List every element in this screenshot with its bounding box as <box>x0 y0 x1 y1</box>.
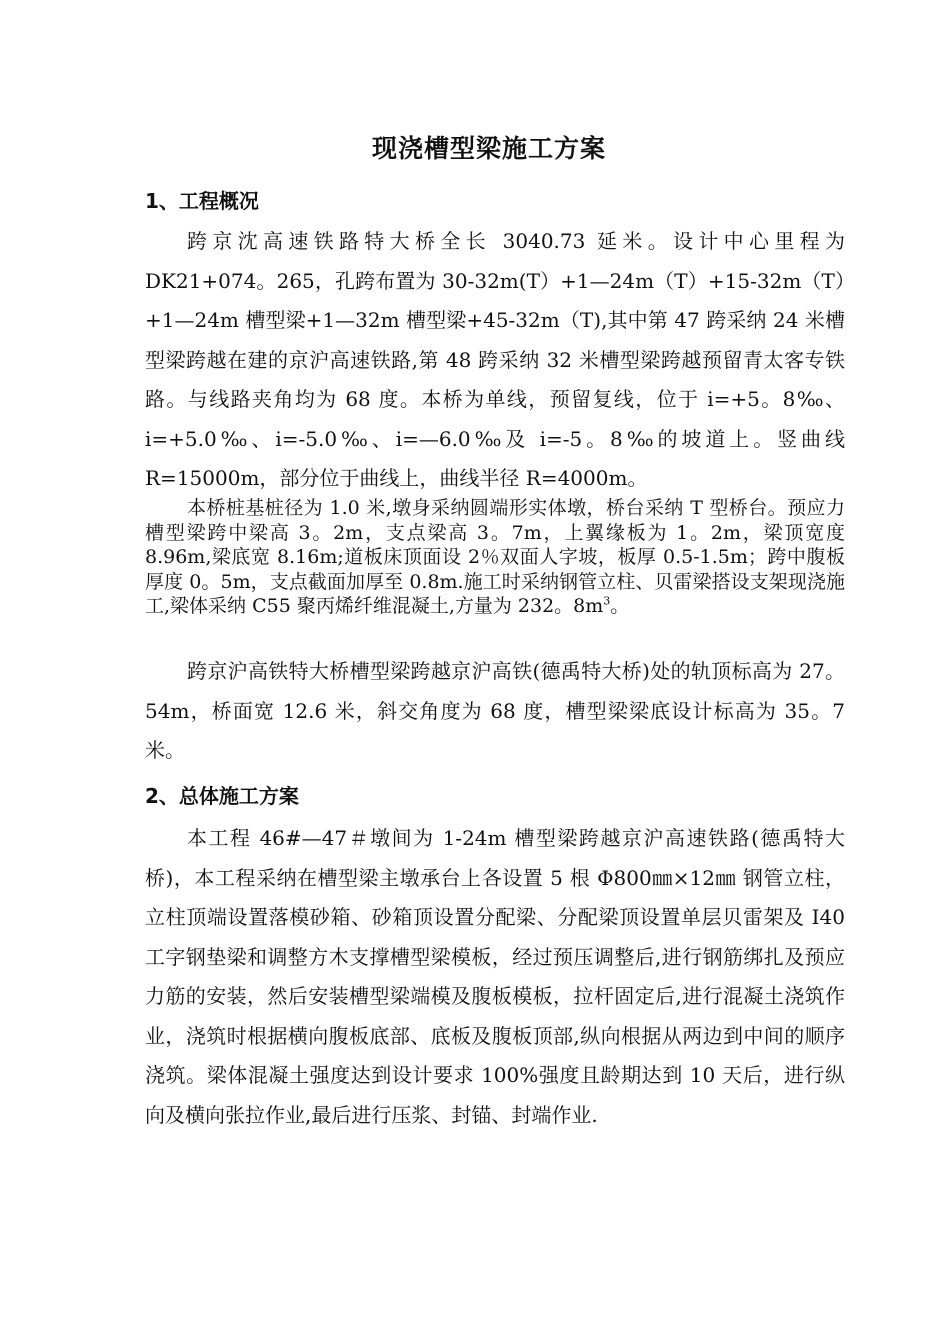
paragraph-overview-2-end: 。 <box>610 595 630 617</box>
section-heading-overview: 1、工程概况 <box>145 189 259 213</box>
section-heading-general-plan: 2、总体施工方案 <box>145 784 299 808</box>
paragraph-overview-2-text: 本桥桩基桩径为 1.0 米,墩身采纳圆端形实体墩，桥台采纳 T 型桥台。预应力槽型梁跨中梁高 3。2m，支点梁高 3。7m，上翼缘板为 1。2m，梁顶宽度 8.96m,梁底宽 8.16m;道板床顶面设 2％双面人字坡，板厚 0.5-1.5m；跨中腹板厚度 0。5m，支点截面加厚至 0.8m.施工时采纳钢管立柱、贝雷梁搭设支架现浇施工,梁体采纳 C55 聚丙烯纤维混凝土,方量为 232。8m <box>145 497 845 617</box>
page-title: 现浇槽型梁施工方案 <box>371 134 606 163</box>
paragraph-overview-1: 跨京沈高速铁路特大桥全长 3040.73 延米。设计中心里程为 DK21+074。265，孔跨布置为 30-32m(T）+1—24m（T）+15-32m（T）+1—24m 槽型梁+1—32m 槽型梁+45-32m（T),其中第 47 跨采纳 24 米槽型梁跨越在建的京沪高速铁路,第 48 跨采纳 32 米槽型梁跨越预留青太客专铁路。与线路夹角均为 68 度。本桥为单线，预留复线，位于 i=+5。8‰、i=+5.0‰、i=-5.0‰、i=—6.0‰及 i=-5。8‰的坡道上。竖曲线 R=15000m，部分位于曲线上，曲线半径 R=4000m。 <box>145 229 845 490</box>
paragraph-overview-3: 跨京沪高铁特大桥槽型梁跨越京沪高铁(德禹特大桥)处的轨顶标高为 27。54m，桥面宽 12.6 米，斜交角度为 68 度，槽型梁梁底设计标高为 35。7 米。 <box>145 659 845 762</box>
cubic-superscript: 3 <box>603 594 611 608</box>
paragraph-overview-2 <box>145 496 845 619</box>
paragraph-general-plan-1: 本工程 46#—47＃墩间为 1-24m 槽型梁跨越京沪高速铁路(德禹特大桥)，本工程采纳在槽型梁主墩承台上各设置 5 根 Φ800㎜×12㎜ 钢管立柱，立柱顶端设置落模砂箱、砂箱顶设置分配梁、分配梁顶设置单层贝雷架及 I40 工字钢垫梁和调整方木支撑槽型梁模板，经过预压调整后,进行钢筋绑扎及预应力筋的安装，然后安装槽型梁端模及腹板模板，拉杆固定后,进行混凝土浇筑作业，浇筑时根据横向腹板底部、底板及腹板顶部,纵向根据从两边到中间的顺序浇筑。梁体混凝土强度达到设计要求 100%强度且龄期达到 10 天后，进行纵向及横向张拉作业,最后进行压浆、封锚、封端作业. <box>145 826 845 1127</box>
